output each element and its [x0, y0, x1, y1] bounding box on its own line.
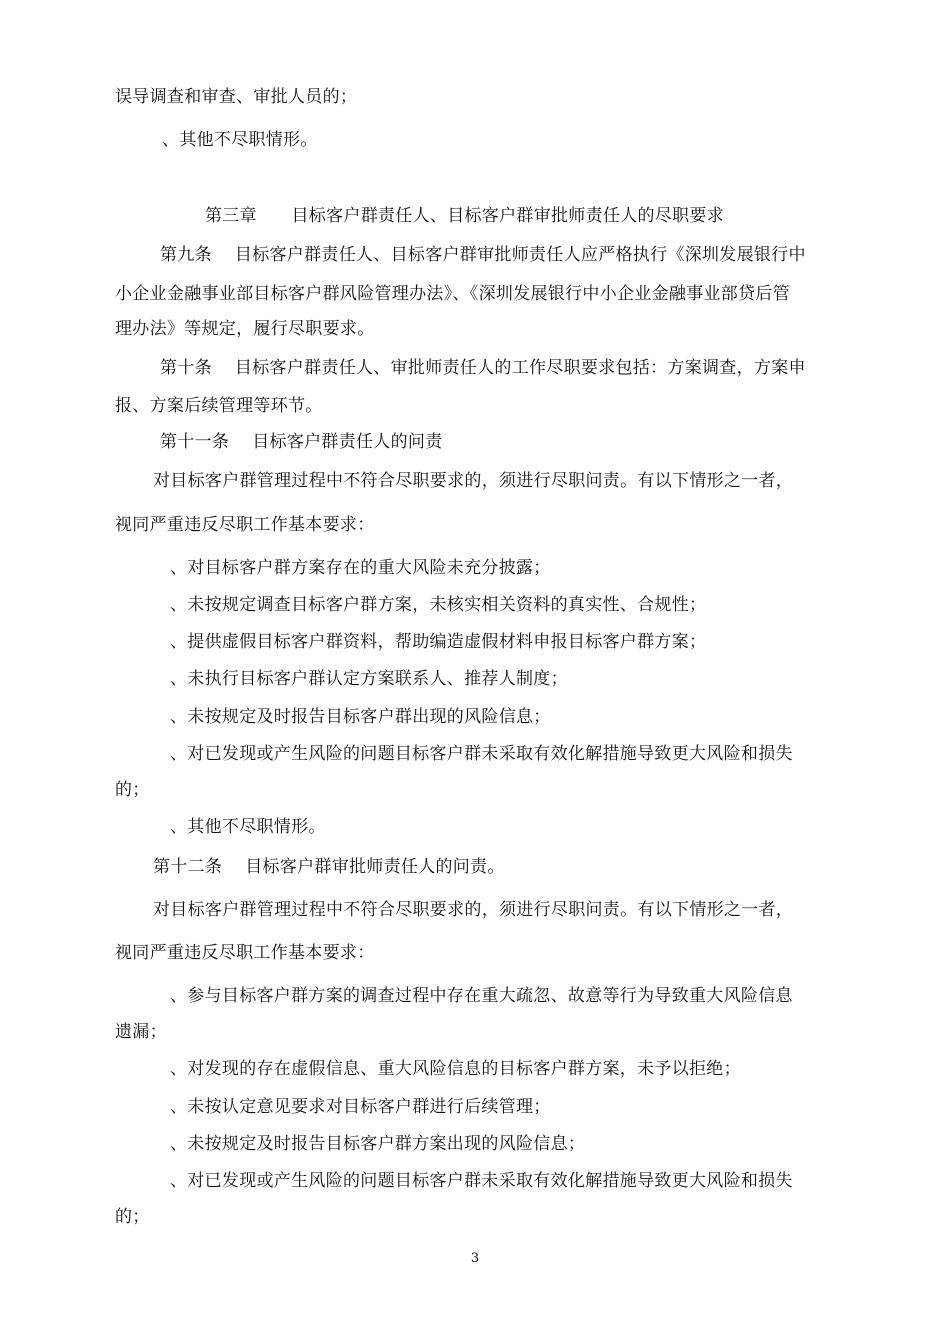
list-item: 、对已发现或产生风险的问题目标客户群未采取有效化解措施导致更大风险和损失	[170, 744, 793, 764]
text-line: 理办法》等规定，履行尽职要求。	[115, 319, 375, 339]
text-line: 报、方案后续管理等环节。	[115, 396, 323, 416]
text-line: 对目标客户群管理过程中不符合尽职要求的，须进行尽职问责。有以下情形之一者，	[153, 471, 794, 491]
page-number: 3	[470, 1251, 480, 1266]
text-line: 误导调查和审查、审批人员的；	[115, 87, 358, 107]
list-item: 、对已发现或产生风险的问题目标客户群未采取有效化解措施导致更大风险和损失	[170, 1171, 793, 1191]
list-item: 、对目标客户群方案存在的重大风险未充分披露；	[170, 558, 551, 578]
list-item: 、未按规定及时报告目标客户群方案出现的风险信息；	[170, 1134, 586, 1154]
list-item: 、未执行目标客户群认定方案联系人、推荐人制度；	[170, 669, 568, 689]
list-item: 、未按认定意见要求对目标客户群进行后续管理；	[170, 1097, 551, 1117]
article-text: 第九条 目标客户群责任人、目标客户群审批师责任人应严格执行《深圳发展银行中	[160, 245, 806, 265]
article-heading: 第十一条 目标客户群责任人的问责	[160, 432, 443, 452]
text-line: 对目标客户群管理过程中不符合尽职要求的，须进行尽职问责。有以下情形之一者，	[153, 900, 794, 920]
text-line: 的；	[115, 1207, 150, 1227]
list-item: 、未按规定及时报告目标客户群出现的风险信息；	[170, 707, 551, 727]
list-item: 、对发现的存在虚假信息、重大风险信息的目标客户群方案，未予以拒绝；	[170, 1059, 741, 1079]
list-item: 、其他不尽职情形。	[170, 817, 326, 837]
list-item: 、其他不尽职情形。	[162, 130, 318, 150]
text-line: 遗漏；	[115, 1022, 167, 1042]
list-item: 、参与目标客户群方案的调查过程中存在重大疏忽、故意等行为导致重大风险信息	[170, 986, 793, 1006]
article-text: 第十条 目标客户群责任人、审批师责任人的工作尽职要求包括：方案调查，方案申	[160, 358, 806, 378]
list-item: 、未按规定调查目标客户群方案，未核实相关资料的真实性、合规性；	[170, 595, 707, 615]
text-line: 小企业金融事业部目标客户群风险管理办法》、《深圳发展银行中小企业金融事业部贷后管	[115, 284, 790, 304]
text-line: 视同严重违反尽职工作基本要求：	[115, 515, 375, 535]
text-line: 的；	[115, 780, 150, 800]
text-line: 视同严重违反尽职工作基本要求：	[115, 943, 375, 963]
chapter-heading: 第三章 目标客户群责任人、目标客户群审批师责任人的尽职要求	[205, 206, 724, 226]
list-item: 、提供虚假目标客户群资料，帮助编造虚假材料申报目标客户群方案；	[170, 632, 707, 652]
article-heading: 第十二条 目标客户群审批师责任人的问责。	[153, 857, 505, 877]
